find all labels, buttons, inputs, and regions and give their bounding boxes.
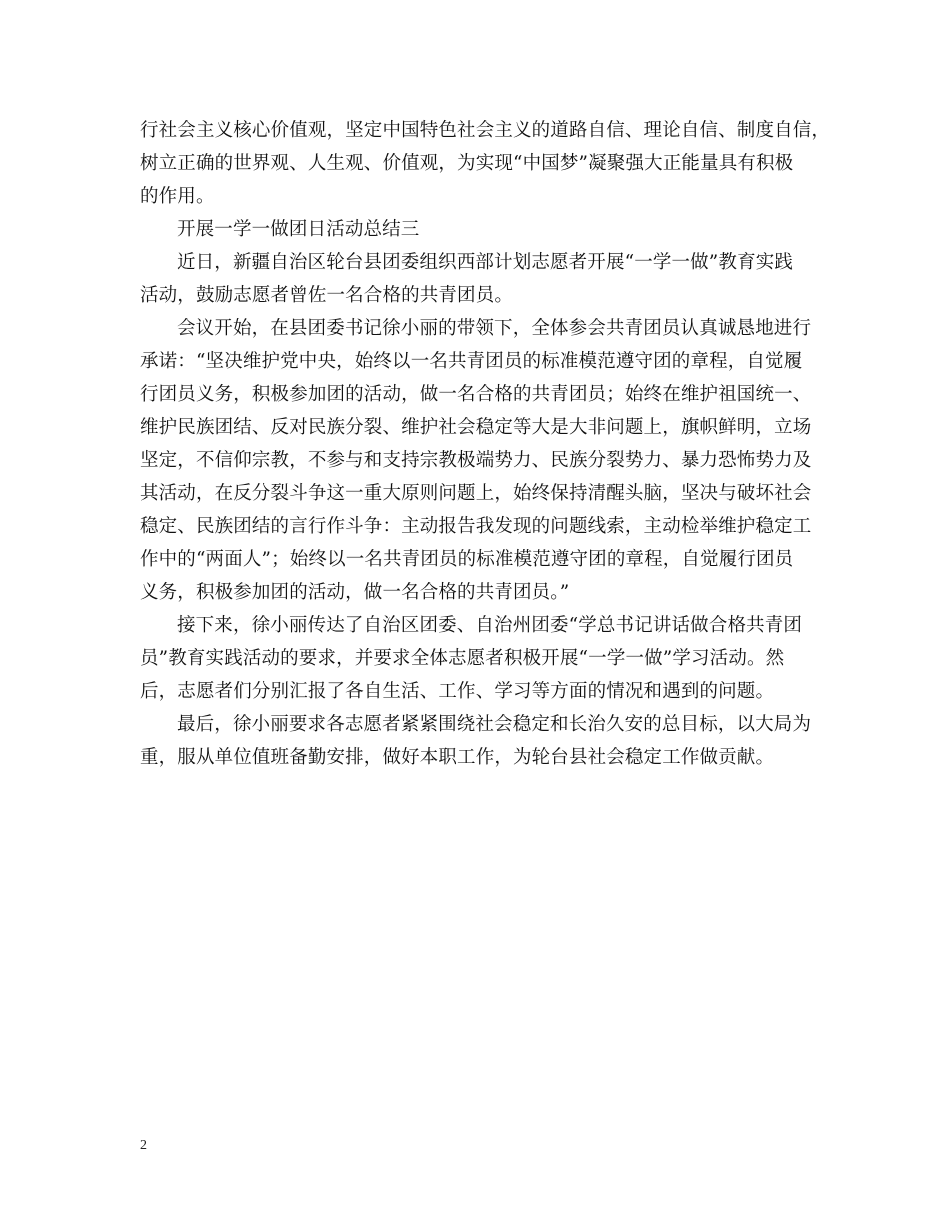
paragraph-first-line: 会议开始，在县团委书记徐小丽的带领下，全体参会共青团员认真诚恳地进行 [177, 318, 812, 339]
body-text-line: 行团员义务，积极参加团的活动，做一名合格的共青团员；始终在维护祖国统一、 [140, 384, 812, 405]
body-text-line: 重，服从单位值班备勤安排，做好本职工作，为轮台县社会稳定工作做贡献。 [140, 747, 775, 768]
body-text-line: 稳定、民族团结的言行作斗争：主动报告我发现的问题线索，主动检举维护稳定工 [140, 516, 812, 537]
body-text-line: 维护民族团结、反对民族分裂、维护社会稳定等大是大非问题上，旗帜鲜明，立场 [140, 417, 812, 438]
body-text-line: 员”教育实践活动的要求，并要求全体志愿者积极开展“一学一做”学习活动。然 [140, 648, 785, 669]
body-text-line: 活动，鼓励志愿者曾佐一名合格的共青团员。 [140, 285, 514, 306]
body-text-line: 坚定，不信仰宗教，不参与和支持宗教极端势力、民族分裂势力、暴力恐怖势力及 [140, 450, 812, 471]
body-text-line: 作中的“两面人”；始终以一名共青团员的标准模范遵守团的章程，自觉履行团员 [140, 549, 794, 570]
body-text-line: 行社会主义核心价值观，坚定中国特色社会主义的道路自信、理论自信、制度自信， [140, 120, 831, 141]
body-text-line: 其活动，在反分裂斗争这一重大原则问题上，始终保持清醒头脑，坚决与破坏社会 [140, 483, 812, 504]
body-text-line: 树立正确的世界观、人生观、价值观，为实现“中国梦”凝聚强大正能量具有积极 [140, 153, 794, 174]
document-body [140, 114, 831, 774]
section-heading: 开展一学一做团日活动总结三 [177, 219, 420, 240]
page-number: 2 [140, 1138, 147, 1153]
paragraph-first-line: 最后，徐小丽要求各志愿者紧紧围绕社会稳定和长治久安的总目标，以大局为 [177, 714, 812, 735]
body-text-line: 的作用。 [140, 186, 215, 207]
body-text-line: 后，志愿者们分别汇报了各自生活、工作、学习等方面的情况和遇到的问题。 [140, 681, 775, 702]
body-text-line: 义务，积极参加团的活动，做一名合格的共青团员。” [140, 582, 570, 603]
body-text-line: 承诺：“坚决维护党中央，始终以一名共青团员的标准模范遵守团的章程，自觉履 [140, 351, 803, 372]
paragraph-first-line: 近日，新疆自治区轮台县团委组织西部计划志愿者开展“一学一做”教育实践 [177, 252, 794, 273]
paragraph-first-line: 接下来，徐小丽传达了自治区团委、自治州团委“学总书记讲话做合格共青团 [177, 615, 803, 636]
